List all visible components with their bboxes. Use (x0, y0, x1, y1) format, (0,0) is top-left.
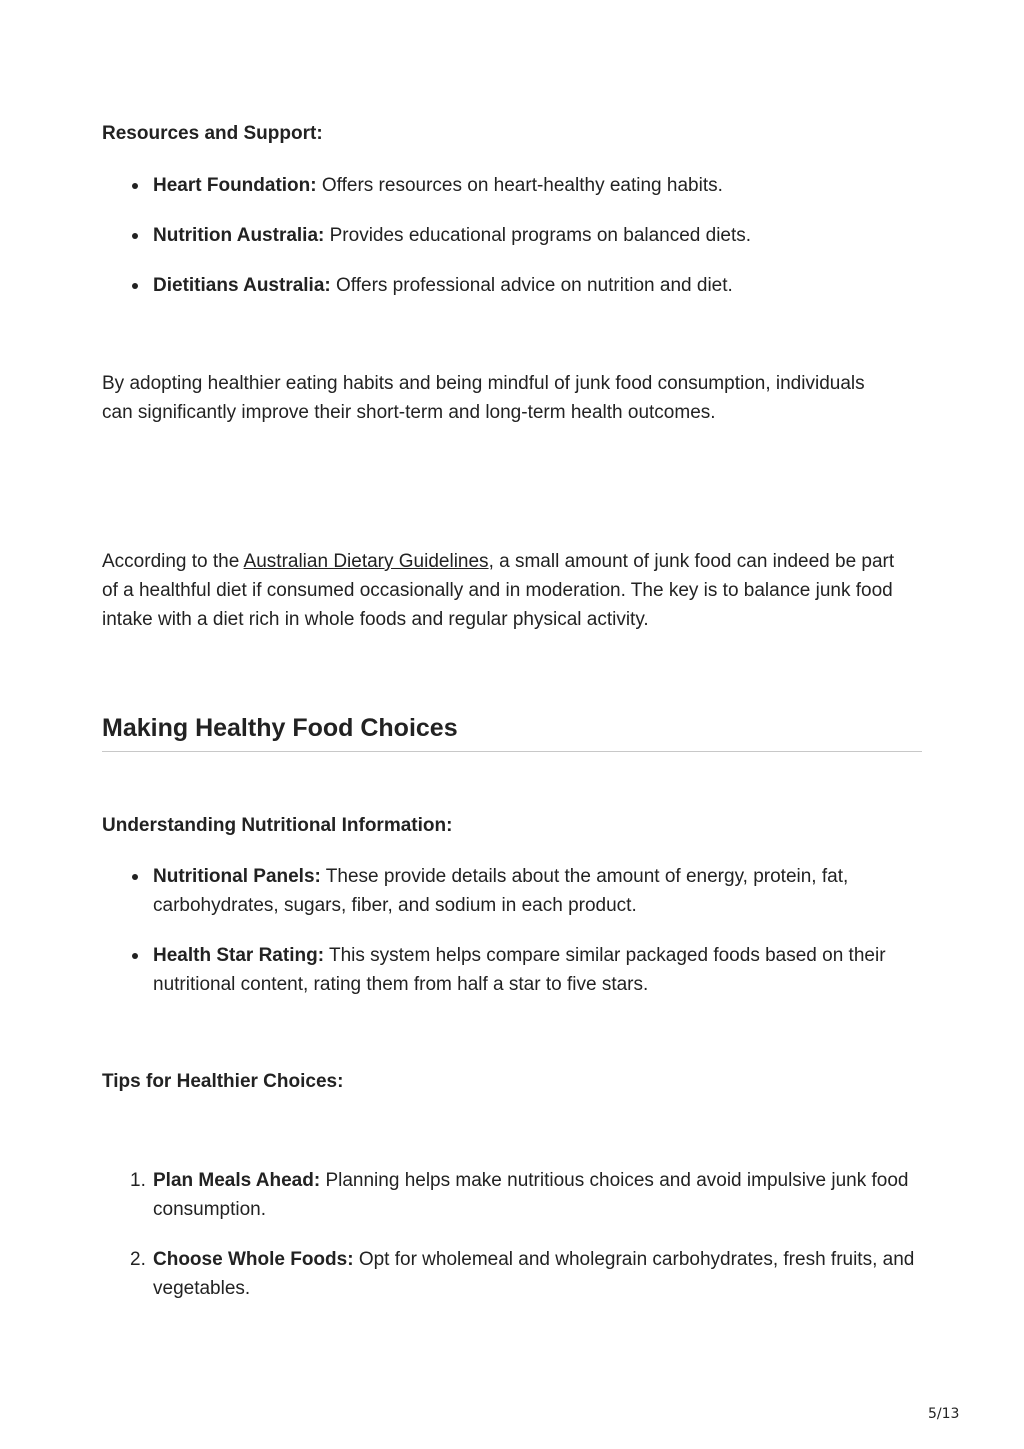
list-item-text: This system helps compare similar packaged foods based on their nutritional content, rating them from half a star to five stars. (153, 945, 886, 995)
list-item-term: Plan Meals Ahead: (153, 1170, 321, 1191)
list-item-text: Opt for wholemeal and wholegrain carbohydrates, fresh fruits, and vegetables. (153, 1249, 915, 1299)
list-item-term: Health Star Rating: (153, 945, 325, 966)
tips-heading: Tips for Healthier Choices: (102, 1071, 344, 1092)
list-item-plan-meals-ahead (102, 1166, 922, 1224)
bullet-icon (132, 183, 138, 189)
list-item-heart-foundation (102, 171, 922, 200)
list-item-nutritional-panels (102, 862, 922, 920)
bullet-icon (132, 283, 138, 289)
bullet-icon (132, 233, 138, 239)
list-item-text: Offers resources on heart-healthy eating habits. (316, 175, 723, 196)
section-title: Making Healthy Food Choices (102, 714, 458, 742)
page-number: 5/13 (928, 1406, 960, 1422)
list-item-nutrition-australia (102, 221, 922, 250)
guidelines-paragraph (102, 547, 902, 634)
resources-list (102, 171, 922, 300)
list-item-text: Provides educational programs on balanced diets. (324, 225, 752, 246)
list-item-dietitians-australia (102, 271, 922, 300)
list-item-term: Nutritional Panels: (153, 866, 321, 887)
guidelines-suffix: , a small amount of junk food can indeed be part of a healthful diet if consumed occasionally and in moderation. The key is to balance junk food intake with a diet rich in whole foods and regular physical activity. (102, 551, 895, 630)
section-divider (102, 751, 922, 752)
conclusion-paragraph: By adopting healthier eating habits and being mindful of junk food consumption, individuals can significantly improve their short-term and long-term health outcomes. (102, 373, 865, 423)
list-item-health-star-rating (102, 941, 922, 999)
resources-heading: Resources and Support: (102, 123, 323, 144)
bullet-icon (132, 953, 138, 959)
list-item-number: 2. (130, 1249, 146, 1270)
australian-dietary-guidelines-link[interactable]: Australian Dietary Guidelines (243, 551, 489, 572)
nutrition-info-list (102, 862, 922, 999)
list-item-text: Offers professional advice on nutrition and diet. (330, 275, 733, 296)
list-item-text: These provide details about the amount of energy, protein, fat, carbohydrates, sugars, fiber, and sodium in each product. (153, 866, 849, 916)
guidelines-prefix: According to the (102, 551, 244, 572)
list-item-number: 1. (130, 1170, 146, 1191)
list-item-term: Heart Foundation: (153, 175, 317, 196)
bullet-icon (132, 874, 138, 880)
list-item-term: Dietitians Australia: (153, 275, 331, 296)
tips-list (102, 1166, 922, 1303)
nutrition-info-heading: Understanding Nutritional Information: (102, 815, 453, 836)
list-item-text: Planning helps make nutritious choices and avoid impulsive junk food consumption. (153, 1170, 909, 1220)
list-item-term: Choose Whole Foods: (153, 1249, 354, 1270)
list-item-term: Nutrition Australia: (153, 225, 325, 246)
list-item-choose-whole-foods (102, 1245, 922, 1303)
